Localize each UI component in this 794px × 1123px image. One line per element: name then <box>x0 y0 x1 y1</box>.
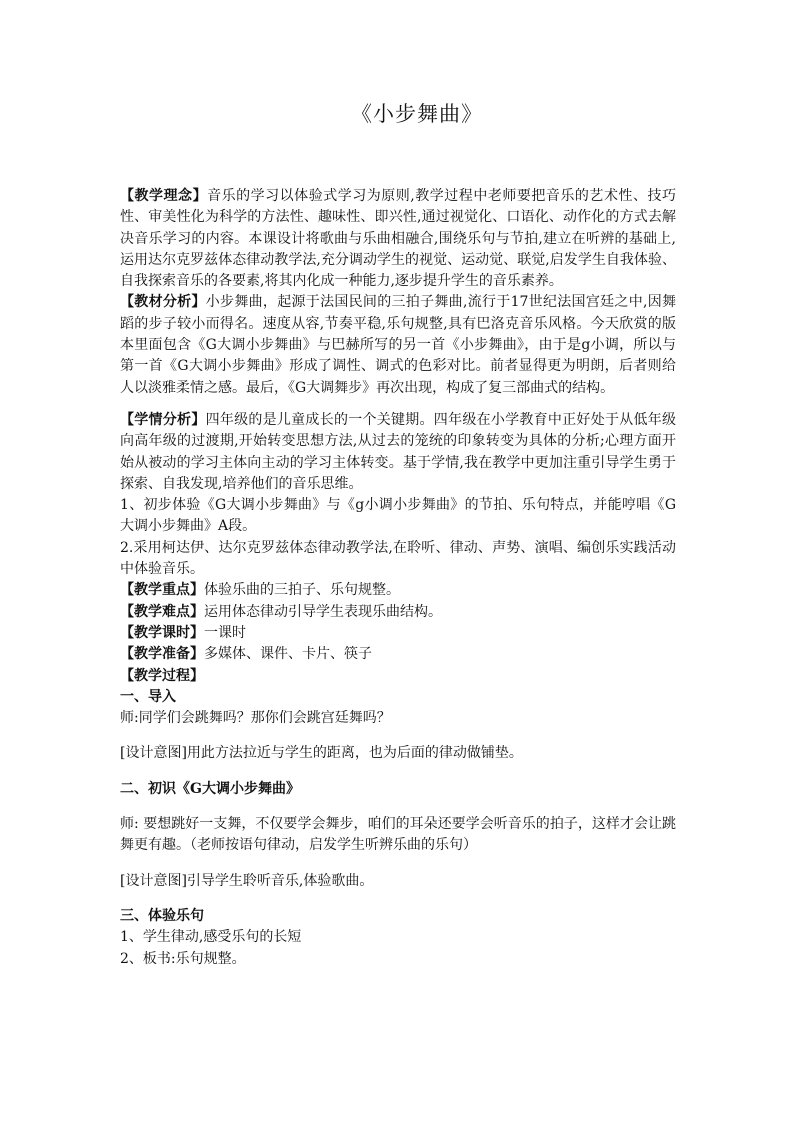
teaching-philosophy-text: 音乐的学习以体验式学习为原则,教学过程中老师要把音乐的艺术性、技巧性、审美性化为科学的方法性、趣味性、即兴性,通过视觉化、口语化、动作化的方式去解决音乐学习的内容。本课设计将歌曲与乐曲相融合,围绕乐句与节拍,建立在听辨的基础上,运用达尔克罗兹体态律动教学法,充分调动学生的视觉、运动觉、联觉,启发学生自我体验、自我探索音乐的各要素,将其内化成一种能力,逐步提升学生的音乐素养。 <box>120 188 677 290</box>
section-2-design: [设计意图]引导学生聆听音乐,体验歌曲。 <box>120 872 374 889</box>
section-1-design: [设计意图]用此方法拉近与学生的距离，也为后面的律动做铺垫。 <box>120 745 523 762</box>
teaching-hours-label: 【教学课时】 <box>120 624 204 641</box>
teaching-process-label: 【教学过程】 <box>120 667 204 684</box>
section-1-heading: 一、导入 <box>120 688 176 705</box>
teaching-philosophy <box>120 186 676 292</box>
material-analysis-text: 小步舞曲，起源于法国民间的三拍子舞曲,流行于17世纪法国宫廷之中,因舞蹈的步子较小而得名。速度从容,节奏平稳,乐句规整,具有巴洛克音乐风格。今天欣赏的版本里面包含《G大调小步舞曲》与巴赫所写的另一首《小步舞曲》，由于是g小调，所以与第一首《G大调小步舞曲》形成了调性、调式的色彩对比。前者显得更为明朗，后者则给人以淡雅柔情之感。最后，《G大调舞步》再次出现，构成了复三部曲式的结构。 <box>120 294 677 396</box>
teaching-prep-text: 多媒体、课件、卡片、筷子 <box>204 646 372 663</box>
teaching-prep <box>120 644 676 665</box>
page-title: 《小步舞曲》 <box>351 102 483 126</box>
teaching-key-text: 体验乐曲的三拍子、乐句规整。 <box>204 582 400 599</box>
section-2-line: 师: 要想跳好一支舞，不仅要学会舞步，咱们的耳朵还要学会听音乐的拍子，这样才会让跳舞更有趣。（老师按语句律动，启发学生听辨乐曲的乐句） <box>120 816 676 854</box>
section-3-heading: 三、体验乐句 <box>120 907 204 924</box>
section-1-line: 师:同学们会跳舞吗？那你们会跳宫廷舞吗？ <box>120 710 391 727</box>
material-analysis <box>120 292 676 398</box>
teaching-difficulty-text: 运用体态律动引导学生表现乐曲结构。 <box>204 603 442 620</box>
section-3-item-2: 2、板书:乐句规整。 <box>120 950 246 967</box>
learner-analysis-text: 四年级的是儿童成长的一个关键期。四年级在小学教育中正好处于从低年级向高年级的过渡期,开始转变思想方法,从过去的笼统的印象转变为具体的分析;心理方面开始从被动的学习主体向主动的学习主体转变。基于学情,我在教学中更加注重引导学生勇于探索、自我发现,培养他们的音乐思维。 <box>120 411 677 492</box>
goal-2: 2.采用柯达伊、达尔克罗兹体态律动教学法,在聆听、律动、声势、演唱、编创乐实践活动中体验音乐。 <box>120 539 676 578</box>
teaching-hours <box>120 623 676 644</box>
teaching-difficulty <box>120 602 676 623</box>
teaching-key <box>120 580 676 601</box>
document-body <box>120 186 676 970</box>
teaching-hours-text: 一课时 <box>204 624 246 641</box>
section-3-item-1: 1、学生律动,感受乐句的长短 <box>120 929 302 946</box>
teaching-prep-label: 【教学准备】 <box>120 646 204 663</box>
material-analysis-label: 【教材分析】 <box>120 294 206 311</box>
learner-analysis-label: 【学情分析】 <box>120 411 206 428</box>
goal-1: 1、初步体验《G大调小步舞曲》与《g小调小步舞曲》的节拍、乐句特点，并能哼唱《G大调小步舞曲》A段。 <box>120 497 676 535</box>
teaching-difficulty-label: 【教学难点】 <box>120 603 204 620</box>
teaching-philosophy-label: 【教学理念】 <box>120 188 208 204</box>
learner-analysis <box>120 410 676 495</box>
section-2-heading: 二、初识《G大调小步舞曲》 <box>120 780 300 797</box>
teaching-key-label: 【教学重点】 <box>120 582 204 599</box>
